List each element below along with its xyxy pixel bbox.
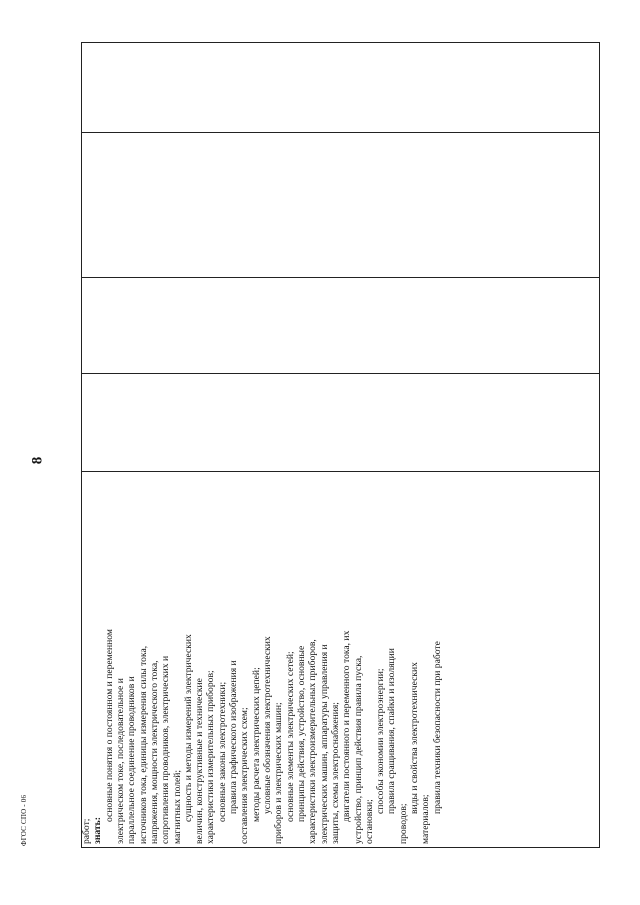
content-line: напряжения, мощности электрического тока, bbox=[148, 660, 160, 844]
content-line: защиты, схемы электроснабжения; bbox=[329, 702, 341, 844]
content-line: сущность и методы измерений электрических bbox=[182, 634, 194, 822]
content-line: двигатели постоянного и переменного тока, их bbox=[341, 630, 353, 822]
content-line: работ; bbox=[81, 818, 92, 844]
content-line: параллельное соединение проводников и bbox=[126, 676, 138, 844]
content-line: условные обозначения электротехнических bbox=[262, 636, 273, 814]
table-column-divider bbox=[82, 132, 599, 133]
content-line: принципы действия, устройство, основные bbox=[295, 645, 307, 822]
content-line: основные понятия о постоянном и переменном bbox=[103, 629, 115, 822]
table-column-divider bbox=[82, 373, 599, 374]
content-line: знать: bbox=[92, 817, 104, 844]
content-line: методы расчета электрических цепей; bbox=[250, 667, 262, 822]
content-line: источников тока, единицы измерения силы тока, bbox=[137, 645, 149, 844]
content-line: электрических машин, аппаратуры управления и bbox=[318, 644, 330, 844]
content-line: величин, конструктивные и технические bbox=[194, 678, 206, 844]
content-line: составления электрических схем; bbox=[239, 707, 251, 844]
competency-cell bbox=[81, 514, 548, 848]
page-number: 8 bbox=[29, 456, 46, 465]
footer-standard-code: ФГОС СПО - 06 bbox=[20, 794, 28, 846]
table-column-divider bbox=[82, 471, 599, 472]
content-line: виды и свойства электротехнических bbox=[409, 662, 421, 814]
content-line: способы экономии электроэнергии; bbox=[375, 668, 387, 814]
competency-text bbox=[81, 514, 443, 848]
content-line: основные элементы электрических сетей; bbox=[284, 651, 296, 822]
content-line: материалов; bbox=[420, 794, 432, 844]
content-line: характеристики электроизмерительных приборов, bbox=[307, 639, 319, 844]
content-line: приборов и электрических машин; bbox=[273, 702, 285, 844]
content-line: правила сращивания, спайки и изоляции bbox=[386, 648, 398, 814]
content-line: устройство, принцип действия правила пуска, bbox=[352, 655, 364, 844]
content-line: магнитных полей; bbox=[171, 769, 183, 844]
content-line: электрическом токе, последовательное и bbox=[114, 678, 126, 844]
content-line: основные законы электротехники; bbox=[216, 681, 228, 822]
content-line: проводов; bbox=[397, 803, 409, 844]
content-line: характеристики измерительных приборов; bbox=[205, 670, 217, 844]
content-line: правила графического изображения и bbox=[228, 660, 240, 814]
content-line: остановки; bbox=[363, 799, 375, 844]
table-column-divider bbox=[82, 277, 599, 278]
content-line: правила техники безопасности при работе bbox=[431, 641, 443, 814]
content-line: сопротивления проводников, электрических и bbox=[160, 655, 172, 844]
